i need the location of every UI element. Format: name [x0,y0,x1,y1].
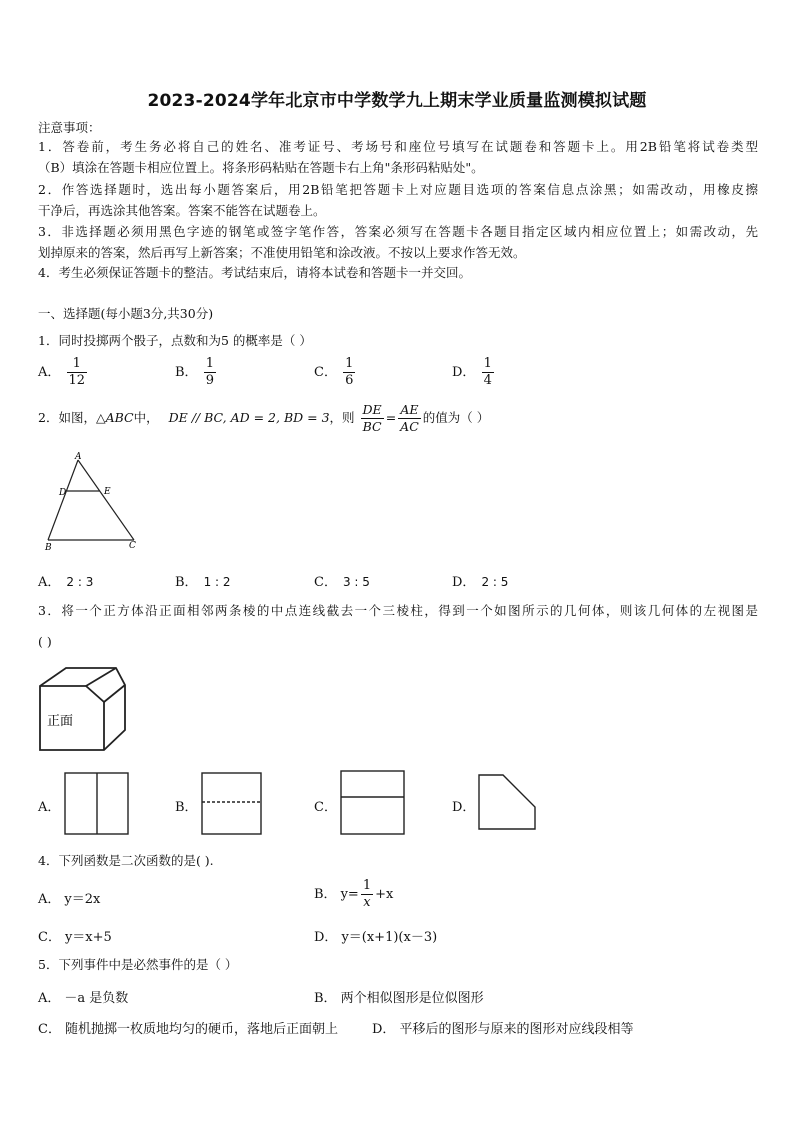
q2-d-label: D． [452,575,476,590]
q2-a-label: A． [38,575,61,590]
q5-option-b [314,987,484,1006]
q2-stem-c: ，则 [329,410,355,425]
q4-c-label: C． [38,930,61,945]
q2-condition: DE // BC, AD = 2, BD = 3 [168,410,330,425]
q4-option-c [38,926,112,945]
q2-c-text: 3 : 5 [342,575,370,589]
q2-b-text: 1 : 2 [203,575,231,589]
label-c: C [129,541,136,551]
label-b: B [45,543,52,553]
q1-d-den: 4 [483,373,492,388]
q3-option-a-figure [64,772,130,836]
q1-a-label: A． [38,365,61,380]
q2-option-d [452,571,508,590]
q4-stem: 4．下列函数是二次函数的是( ). [38,853,214,868]
q2-d-text: 2 : 5 [481,575,509,589]
q3-solid-figure [36,664,130,754]
q1-option-c [314,356,357,389]
solid-top-edge [86,668,116,686]
q4-a-label: A． [38,892,61,907]
label-e: E [104,487,111,497]
q5-option-a [38,987,128,1006]
q2-triangle-figure [40,450,150,554]
side-ab [48,460,78,540]
q5-stem: 5．下列事件中是必然事件的是（ ） [38,957,238,972]
q2-f2-den: AC [400,419,419,434]
notice-line-6: 划掉原来的答案，然后再写上新答案；不准使用铅笔和涂改液。不按以上要求作答无效。 [38,245,526,260]
q5-b-text: 两个相似图形是位似图形 [340,991,484,1006]
q3-option-b-figure [201,772,263,836]
q5-a-text: －a 是负数 [64,991,129,1006]
q1-option-a [38,356,89,389]
q4-b-label: B． [314,887,337,902]
q2-option-a [38,571,93,590]
q3-option-b-label: B． [175,800,198,815]
q4-d-label: D． [314,930,338,945]
q2-f1-den: BC [362,419,382,434]
solid-outline [40,668,125,750]
q2-fraction-2 [398,402,421,435]
q3-paren: ( ) [38,634,52,649]
q1-option-b [175,356,218,389]
q4-c-text: y＝x+5 [64,930,112,945]
q1-option-d [452,356,496,389]
q1-c-fraction [343,356,355,389]
q1-d-num: 1 [483,356,492,371]
q2-stem-b: 中， [133,410,159,425]
q1-stem: 1．同时投掷两个骰子，点数和为5 的概率是（ ） [38,333,312,348]
q2-option-b [175,571,231,590]
q2-a-text: 2 : 3 [66,575,94,589]
q1-a-den: 12 [68,373,86,388]
q3-stem: 3．将一个正方体沿正面相邻两条棱的中点连线截去一个三棱柱，得到一个如图所示的几何体，则该几何体的左视图是 [38,603,758,618]
q4-a-text: y＝2x [64,892,101,907]
q4-b-num: 1 [362,878,372,893]
section-heading: 一、选择题(每小题3分,共30分) [38,306,214,321]
q4-option-a [38,888,100,907]
q2-fraction-1 [361,402,384,435]
q2-option-c [314,571,370,590]
b-frame [202,773,261,834]
q1-c-num: 1 [345,356,354,371]
solid-cut-edge [104,685,125,702]
q4-b-fraction [361,878,373,911]
q3-option-c-figure [340,770,406,836]
q5-c-text: 随机抛掷一枚质地均匀的硬币，落地后正面朝上 [64,1022,338,1037]
notice-line-7: 4．考生必须保证答题卡的整洁。考试结束后，请将本试卷和答题卡一并交回。 [38,265,471,280]
label-d: D [59,488,67,498]
q4-b-pre: y= [340,887,359,902]
notice-line-3: 2．作答选择题时，选出每小题答案后，用2B铅笔把答题卡上对应题目选项的答案信息点涂黑；如需改动，用橡皮擦 [38,182,759,197]
c-frame [341,771,404,834]
q1-d-label: D． [452,365,476,380]
side-ac [78,460,134,540]
q5-b-label: B． [314,991,337,1006]
q1-b-den: 9 [205,373,214,388]
q3-option-d-figure [478,774,538,832]
q4-option-b [314,878,393,911]
q2-c-label: C． [314,575,337,590]
front-face-label: 正面 [47,714,74,729]
q3-option-a-label: A． [38,800,61,815]
d-outline [479,775,535,829]
q1-c-den: 6 [345,373,354,388]
q2-f1-num: DE [362,402,382,417]
q4-d-text: y＝(x+1)(x－3) [341,930,438,945]
notice-line-1: 1．答卷前，考生务必将自己的姓名、准考证号、考场号和座位号填写在试题卷和答题卡上。用2B铅笔将试卷类型 [38,139,758,154]
notice-line-5: 3．非选择题必须用黑色字迹的钢笔或签字笔作答，答案必须写在答题卡各题目指定区域内相应位置上；如需改动，先 [38,224,758,239]
q2-stem-a: 2．如图， [38,410,96,425]
q5-a-label: A． [38,991,61,1006]
notice-line-4: 干净后，再选涂其他答案。答案不能答在试题卷上。 [38,203,326,218]
q3-option-d-label: D． [452,800,476,815]
q2-stem-d: 的值为（ ） [422,410,490,425]
q1-a-fraction [67,356,88,389]
q1-b-fraction [204,356,216,389]
q1-d-fraction [482,356,494,389]
q5-option-d [372,1018,633,1037]
q2-triangle: △ABC [95,410,134,425]
q1-b-num: 1 [205,356,214,371]
q2-stem [38,402,489,435]
q5-d-text: 平移后的图形与原来的图形对应线段相等 [399,1022,634,1037]
q4-b-den: x [363,895,371,910]
notice-line-2: （B）填涂在答题卡相应位置上。将条形码粘贴在答题卡右上角"条形码粘贴处"。 [38,160,484,175]
q2-equals: = [385,410,397,425]
q5-option-c [38,1018,338,1037]
q3-option-c-label: C． [314,800,337,815]
q2-f2-num: AE [398,402,421,419]
q5-c-label: C． [38,1022,61,1037]
q5-d-label: D． [372,1022,396,1037]
q2-b-label: B． [175,575,198,590]
q1-b-label: B． [175,365,198,380]
q1-a-num: 1 [67,356,88,373]
label-a: A [75,452,82,462]
q1-c-label: C． [314,365,337,380]
q4-option-d [314,926,437,945]
notice-heading: 注意事项： [38,120,101,135]
exam-title: 2023-2024学年北京市中学数学九上期末学业质量监测模拟试题 [147,91,647,111]
q4-b-post: +x [375,887,394,902]
